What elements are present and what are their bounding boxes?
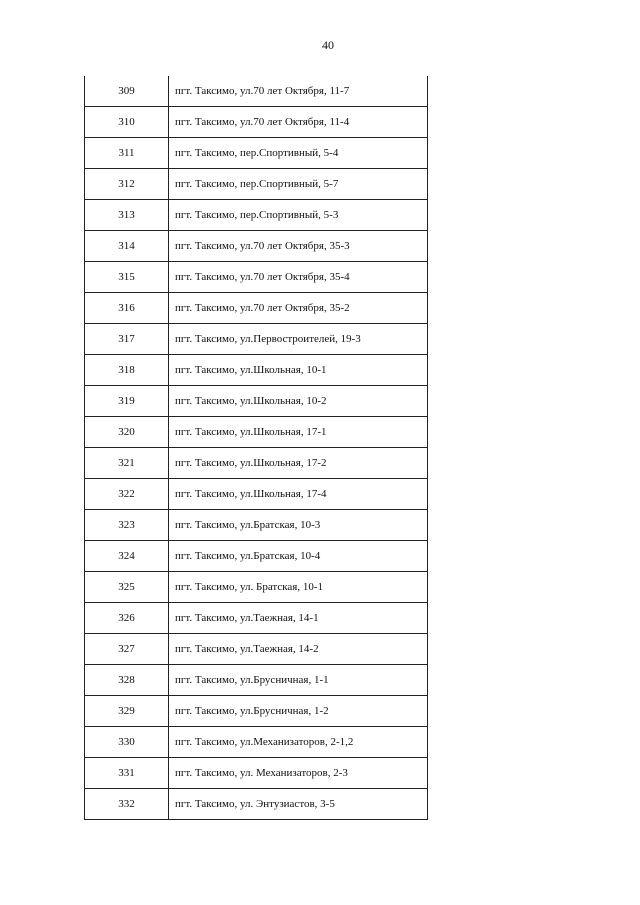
table-row [85,479,428,510]
row-address: пгт. Таксимо, ул.70 лет Октября, 11-7 [169,76,428,107]
table-row [85,200,428,231]
row-address: пгт. Таксимо, ул.Школьная, 17-1 [169,417,428,448]
table-row [85,293,428,324]
row-number: 319 [85,386,169,417]
row-number: 327 [85,634,169,665]
row-address: пгт. Таксимо, пер.Спортивный, 5-4 [169,138,428,169]
table-row [85,231,428,262]
row-address: пгт. Таксимо, ул.70 лет Октября, 35-4 [169,262,428,293]
table-row [85,169,428,200]
row-address: пгт. Таксимо, ул.Школьная, 10-2 [169,386,428,417]
row-number: 321 [85,448,169,479]
row-address: пгт. Таксимо, ул.Школьная, 17-4 [169,479,428,510]
row-address: пгт. Таксимо, ул.70 лет Октября, 11-4 [169,107,428,138]
row-address: пгт. Таксимо, ул.Братская, 10-3 [169,510,428,541]
row-number: 311 [85,138,169,169]
table-row [85,603,428,634]
table-row [85,324,428,355]
row-address: пгт. Таксимо, пер.Спортивный, 5-3 [169,200,428,231]
row-address: пгт. Таксимо, пер.Спортивный, 5-7 [169,169,428,200]
row-address: пгт. Таксимо, ул.Первостроителей, 19-3 [169,324,428,355]
row-address: пгт. Таксимо, ул.Таежная, 14-1 [169,603,428,634]
row-number: 317 [85,324,169,355]
row-number: 313 [85,200,169,231]
row-number: 309 [85,76,169,107]
table-row [85,262,428,293]
address-table [84,76,428,820]
row-number: 310 [85,107,169,138]
row-address: пгт. Таксимо, ул.Таежная, 14-2 [169,634,428,665]
row-number: 315 [85,262,169,293]
row-number: 316 [85,293,169,324]
table-row [85,789,428,820]
row-address: пгт. Таксимо, ул.Брусничная, 1-1 [169,665,428,696]
row-number: 322 [85,479,169,510]
table-row [85,448,428,479]
row-address: пгт. Таксимо, ул. Механизаторов, 2-3 [169,758,428,789]
row-number: 323 [85,510,169,541]
address-table-body [85,76,428,820]
row-number: 332 [85,789,169,820]
row-address: пгт. Таксимо, ул.70 лет Октября, 35-3 [169,231,428,262]
page-number: 40 [322,38,334,52]
table-row [85,665,428,696]
row-number: 326 [85,603,169,634]
row-number: 324 [85,541,169,572]
row-number: 328 [85,665,169,696]
table-row [85,138,428,169]
table-row [85,541,428,572]
row-address: пгт. Таксимо, ул. Братская, 10-1 [169,572,428,603]
row-address: пгт. Таксимо, ул.Школьная, 10-1 [169,355,428,386]
row-number: 330 [85,727,169,758]
table-row [85,76,428,107]
row-number: 331 [85,758,169,789]
table-row [85,572,428,603]
table-row [85,386,428,417]
row-number: 320 [85,417,169,448]
row-number: 329 [85,696,169,727]
row-address: пгт. Таксимо, ул.Школьная, 17-2 [169,448,428,479]
table-row [85,727,428,758]
table-row [85,417,428,448]
row-address: пгт. Таксимо, ул. Энтузиастов, 3-5 [169,789,428,820]
table-row [85,696,428,727]
row-number: 314 [85,231,169,262]
table-row [85,107,428,138]
table-row [85,510,428,541]
row-address: пгт. Таксимо, ул.Брусничная, 1-2 [169,696,428,727]
row-number: 318 [85,355,169,386]
row-number: 325 [85,572,169,603]
table-row [85,355,428,386]
row-address: пгт. Таксимо, ул.Братская, 10-4 [169,541,428,572]
table-row [85,758,428,789]
row-address: пгт. Таксимо, ул.Механизаторов, 2-1,2 [169,727,428,758]
row-address: пгт. Таксимо, ул.70 лет Октября, 35-2 [169,293,428,324]
table-row [85,634,428,665]
row-number: 312 [85,169,169,200]
